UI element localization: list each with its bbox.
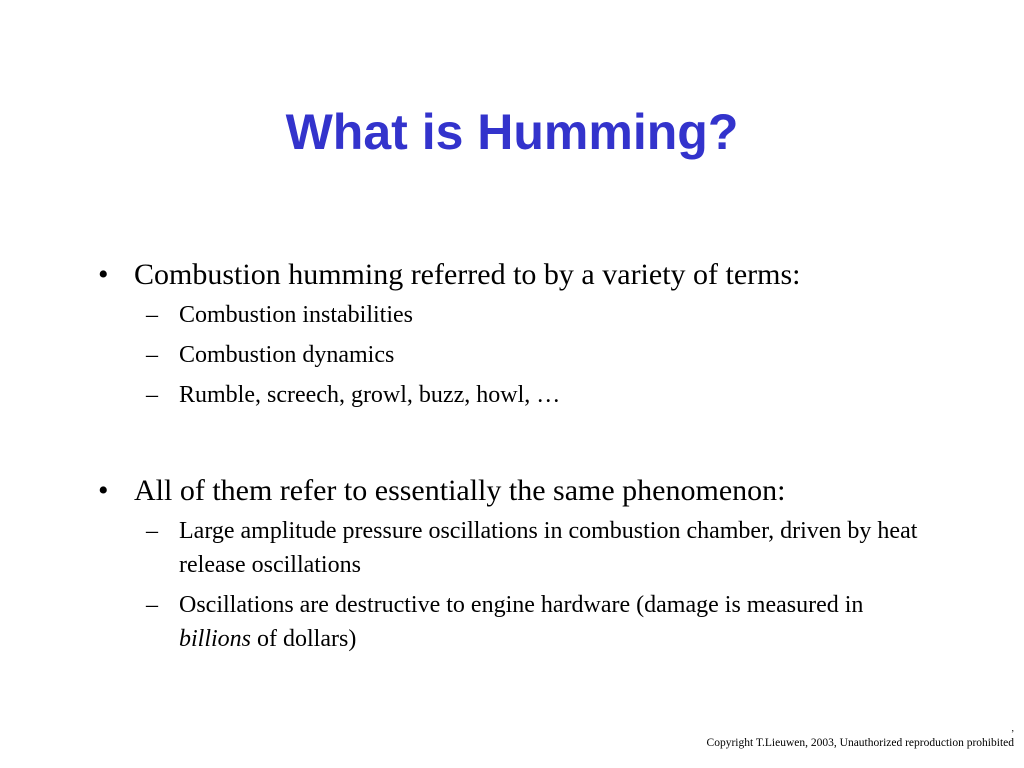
bullet-marker: •: [98, 474, 109, 507]
subitem: [146, 588, 926, 656]
subitem-text: Combustion dynamics: [179, 342, 395, 368]
dash-marker: –: [146, 592, 158, 618]
bullet-text: Combustion humming referred to by a variety of terms:: [134, 258, 801, 291]
subitem-text: [179, 592, 863, 652]
dash-marker: –: [146, 302, 158, 328]
subitem-text-before: Oscillations are destructive to engine hardware (damage is measured in: [179, 592, 864, 618]
subitem-text: Rumble, screech, growl, buzz, howl, …: [179, 382, 561, 408]
subitem-list: [96, 298, 926, 412]
subitem: [146, 338, 926, 372]
subitem: [146, 378, 926, 412]
copyright-notice: Copyright T.Lieuwen, 2003, Unauthorized reproduction prohibited: [706, 737, 1014, 749]
footer-mark: ,: [1011, 723, 1014, 734]
subitem-text: Combustion instabilities: [179, 302, 414, 328]
bullet-item: [96, 472, 926, 662]
dash-marker: –: [146, 382, 158, 408]
emphasis-text: billions: [179, 626, 252, 652]
bullet-line: [96, 472, 926, 510]
bullet-text: All of them refer to essentially the same phenomenon:: [134, 474, 786, 507]
bullet-line: [96, 256, 926, 294]
subitem-text: Large amplitude pressure oscillations in combustion chamber, driven by heat release oscillations: [179, 518, 918, 578]
subitem-list: [96, 514, 926, 656]
bullet-item: [96, 256, 926, 418]
subitem-text-after: of dollars): [251, 626, 357, 652]
slide-title: What is Humming?: [285, 104, 739, 160]
subitem: [146, 514, 926, 582]
dash-marker: –: [146, 518, 158, 544]
bullet-marker: •: [98, 258, 109, 291]
subitem: [146, 298, 926, 332]
dash-marker: –: [146, 342, 158, 368]
